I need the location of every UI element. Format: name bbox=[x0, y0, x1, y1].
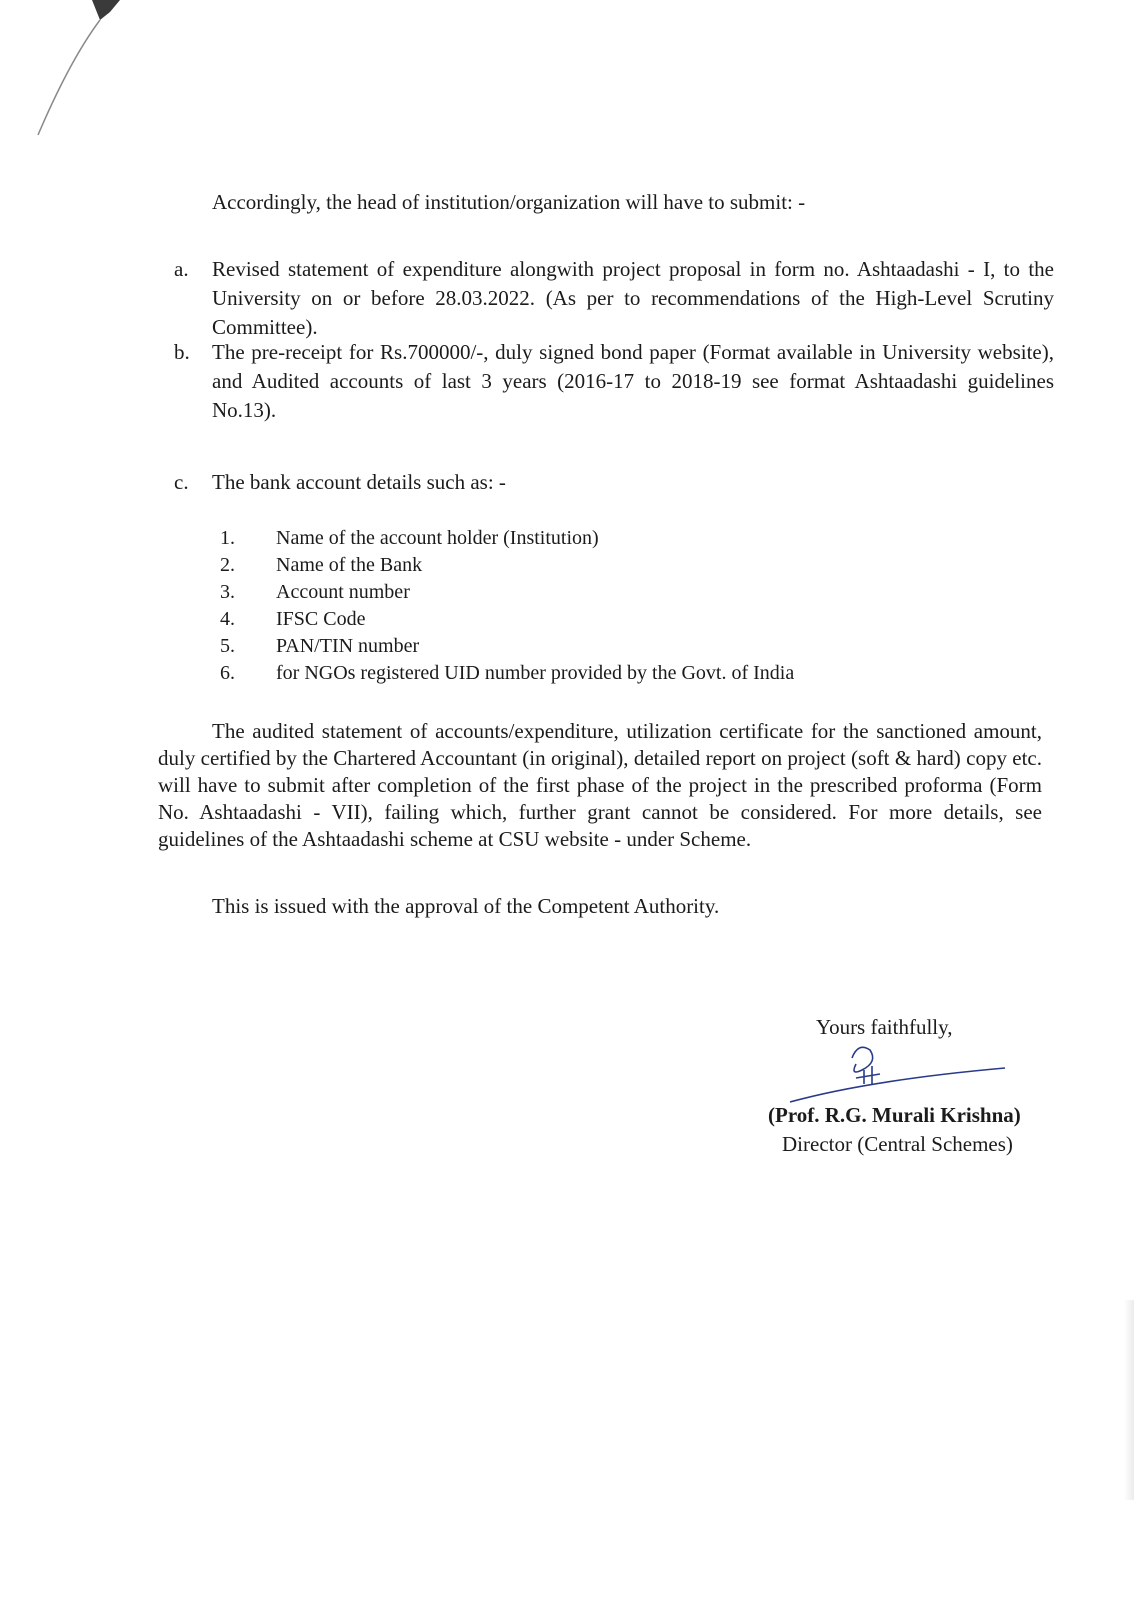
handwritten-signature bbox=[790, 1040, 1020, 1110]
list-number: 4. bbox=[220, 608, 235, 630]
list-item bbox=[220, 606, 794, 633]
closing-salutation: Yours faithfully, bbox=[816, 1015, 953, 1039]
body-paragraph: The audited statement of accounts/expenditure, utilization certificate for the sanctioned amount, duly certified by the Chartered Accountant (in original), detailed report on project (soft & hard) copy etc. will have to submit after completion of the first phase of the project in the prescribed proforma (Form No. Ashtaadashi - VII), failing which, further grant cannot be considered. For more details, see guidelines of the Ashtaadashi scheme at CSU website - under Scheme. bbox=[158, 719, 1042, 851]
item-text: The bank account details such as: - bbox=[212, 470, 506, 494]
list-text: IFSC Code bbox=[276, 608, 366, 630]
signatory-name: (Prof. R.G. Murali Krishna) bbox=[768, 1103, 1021, 1127]
page-edge-shadow bbox=[1124, 1300, 1134, 1500]
list-item bbox=[220, 552, 794, 579]
item-marker: b. bbox=[174, 340, 190, 364]
list-text: Account number bbox=[276, 581, 410, 603]
list-text: Name of the account holder (Institution) bbox=[276, 527, 599, 549]
list-text: Name of the Bank bbox=[276, 554, 423, 576]
submission-item-b bbox=[174, 338, 1054, 425]
submission-item-c bbox=[174, 468, 1054, 497]
list-item bbox=[220, 579, 794, 606]
submission-item-a bbox=[174, 255, 1054, 342]
list-item bbox=[220, 633, 794, 660]
item-text: The pre-receipt for Rs.700000/-, duly signed bond paper (Format available in University website), and Audited accounts of last 3 years (2016-17 to 2018-19 see format Ashtaadashi guidelines No.13). bbox=[212, 340, 1054, 422]
list-number: 6. bbox=[220, 662, 235, 684]
item-marker: a. bbox=[174, 257, 189, 281]
bank-details-list bbox=[220, 525, 794, 687]
signatory-designation: Director (Central Schemes) bbox=[782, 1132, 1013, 1156]
list-number: 3. bbox=[220, 581, 235, 603]
corner-fold-mark bbox=[30, 0, 120, 140]
list-number: 2. bbox=[220, 554, 235, 576]
list-text: PAN/TIN number bbox=[276, 635, 420, 657]
list-number: 1. bbox=[220, 527, 235, 549]
intro-line: Accordingly, the head of institution/organization will have to submit: - bbox=[212, 190, 806, 214]
item-text: Revised statement of expenditure alongwith project proposal in form no. Ashtaadashi - I, to the University on or before 28.03.2022. (As per to recommendations of the High-Level Scrutiny Committee). bbox=[212, 257, 1054, 339]
list-item bbox=[220, 660, 794, 687]
list-number: 5. bbox=[220, 635, 235, 657]
item-marker: c. bbox=[174, 470, 189, 494]
list-item bbox=[220, 525, 794, 552]
approval-paragraph: This is issued with the approval of the Competent Authority. bbox=[212, 894, 720, 918]
list-text: for NGOs registered UID number provided by the Govt. of India bbox=[276, 662, 795, 684]
